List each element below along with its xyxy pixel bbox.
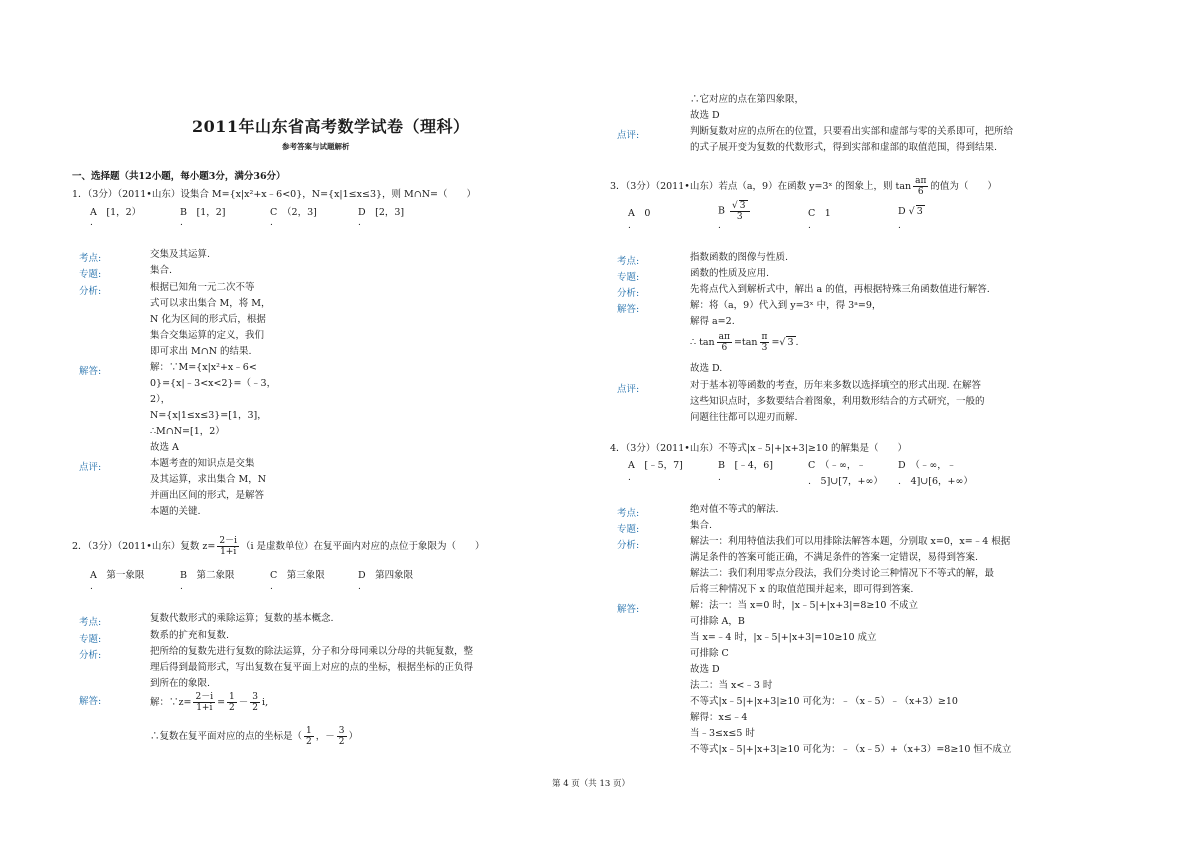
q2-option-dot: . [270,582,273,592]
page-footer: 第 4 页（共 13 页） [552,779,631,789]
q3-option-c: C 1 [808,208,831,219]
q3-jieda-label: 解答: [617,304,640,315]
q3-dianping-label: 点评: [617,384,640,395]
q2-jieda-half-1 [227,692,237,713]
q1-dianping-label: 点评: [79,462,102,473]
q2-dianping-line: 判断复数对应的点所在的位置，只要看出实部和虚部与零的关系即可，把所给 [690,126,1014,137]
q3-jieda-last: 故选 D. [690,363,723,374]
q2-dianping-label: 点评: [617,130,640,141]
q3-kaodian-text: 指数函数的图像与性质. [690,252,789,263]
q4-option-dot: . [628,473,631,483]
q1-jieda-line: 解：∵M={x|x²+x﹣6< [150,362,257,373]
q2-cont-line: 故选 D [690,110,720,121]
q1-jieda-line: 0}={x|﹣3<x<2}=（﹣3， [150,378,277,389]
q1-jieda-line: ∴M∩N=[1，2） [150,426,225,437]
q4-option-c: C （﹣∞，﹣ [808,460,866,471]
q2-stem-fraction [217,536,239,557]
q2-dianping-line: 的式子展开变为复数的代数形式，得到实部和虚部的取值范围，得到结果. [690,142,998,153]
q3-dianping-line: 对于基本初等函数的考查，历年来多数以选择填空的形式出现. 在解答 [690,380,982,391]
q4-jieda-line: 解得：x≤﹣4 [690,712,748,723]
q3-tan-eq: = [771,337,780,348]
q3-option-d-letter: D [898,206,906,217]
q2-jieda-eq: = [217,697,226,708]
q4-fenxi-line: 后将三种情况下 x 的取值范围并起来，即可得到答案. [690,584,914,595]
q3-option-a: A 0 [628,208,651,219]
q1-option-a: A [1，2） [90,207,142,218]
q3-option-dot: . [718,221,721,231]
q4-zhuanti-text: 集合. [690,520,713,531]
sqrt-symbol [732,201,738,211]
q3-option-b-letter: B [718,205,725,217]
q4-kaodian-label: 考点: [617,508,640,519]
q3-tan-frac-2 [760,332,770,353]
q1-dianping-line: 并画出区间的形式，是解答 [150,490,265,501]
q2-line2-frac-2-num: 3 [338,726,345,736]
q2-stem-denominator: 1+i [220,547,237,557]
q1-fenxi-line: N 化为区间的形式后，根据 [150,314,266,325]
q3-dianping-line: 问题往往都可以迎刃而解. [690,412,798,423]
q3-tan-frac-1 [717,332,732,353]
q2-option-a: A 第一象限 [90,570,145,581]
q4-kaodian-text: 绝对值不等式的解法. [690,504,779,515]
q4-jieda-line: 可排除 A，B [690,616,745,627]
q2-line2-sep: ，－ [315,731,335,742]
q4-jieda-line: 解：法一：当 x=0 时，|x﹣5|+|x+3|=8≥10 不成立 [690,600,919,611]
q1-dianping-line: 本题考查的知识点是交集 [150,458,255,469]
q1-zhuanti-label: 专题: [79,269,102,280]
q2-jieda-numerator: 2－i [195,692,214,702]
q3-option-b-denominator: 3 [736,212,743,222]
q3-tan-frac-2-den: 3 [761,343,768,353]
q3-tan-pre: ∴ tan [690,337,715,348]
q4-option-dot: . [718,473,721,483]
q1-fenxi-line: 根据已知角一元二次不等 [150,282,255,293]
q2-jieda-denominator: 1+i [196,703,213,713]
q2-option-b: B 第二象限 [180,570,235,581]
q3-option-dot: . [808,221,811,231]
q2-jieda-i: i, [262,697,269,708]
q2-option-c: C 第三象限 [270,570,325,581]
q4-jieda-line: 故选 D [690,664,720,675]
q3-tan-mid: =tan [733,337,758,348]
q3-option-d [898,205,925,217]
q1-kaodian-label: 考点: [79,253,102,264]
q3-dianping-line: 这些知识点时，多数要结合着图象，利用数形结合的方式研究，一般的 [690,396,985,407]
q3-tan-end: . [795,337,799,348]
q3-jieda-tan-line [690,332,799,353]
q2-stem-post: （i 是虚数单位）在复平面内对应的点位于象限为（ ） [240,541,485,552]
q2-line2-post: ） [348,731,359,742]
q4-jieda-line: 可排除 C [690,648,729,659]
q2-option-d: D 第四象限 [358,570,414,581]
question-3-stem [610,176,997,197]
q2-jieda-line-1 [150,692,268,713]
q1-dianping-line: 及其运算，求出集合 M，N [150,474,267,485]
q3-tan-frac-2-num: π [761,332,768,342]
q3-option-b-radicand: 3 [739,201,746,211]
q2-fenxi-line: 理后得到最简形式，写出复数在复平面上对应的点的坐标，根据坐标的正负得 [150,662,474,673]
q2-line2-frac-2-den: 2 [338,737,345,747]
q3-stem-denominator: 6 [917,187,924,197]
q3-option-d-radicand: 3 [916,206,923,217]
q3-option-dot: . [628,221,631,231]
q2-kaodian-label: 考点: [79,617,102,628]
q2-jieda-half-2 [250,692,260,713]
q2-half-2-den: 2 [252,703,259,713]
q2-kaodian-text: 复数代数形式的乘除运算；复数的基本概念. [150,613,334,624]
q3-zhuanti-label: 专题: [617,272,640,283]
q3-fenxi-label: 分析: [617,288,640,299]
q2-line2-frac-2 [337,726,347,747]
q2-zhuanti-label: 专题: [79,634,102,645]
q4-fenxi-label: 分析: [617,540,640,551]
q1-zhuanti-text: 集合. [150,265,173,276]
q3-fenxi-text: 先将点代入到解析式中，解出 a 的值，再根据特殊三角函数值进行解答. [690,284,990,295]
q4-jieda-line: 法二：当 x<﹣3 时 [690,680,773,691]
q2-cont-line: ∴它对应的点在第四象限， [690,94,805,105]
q1-option-dot: . [270,218,273,228]
q2-jieda-label: 解答: [79,696,102,707]
q3-option-b-numerator [730,200,749,212]
page-title: 2011年山东省高考数学试卷（理科） [192,117,470,136]
q2-half-1-den: 2 [229,703,235,713]
q4-fenxi-line: 解法一：利用特值法我们可以用排除法解答本题，分别取 x=0，x=﹣4 根据 [690,536,1011,547]
q1-kaodian-text: 交集及其运算. [150,249,211,260]
q2-jieda-pre: 解：∵z= [150,697,192,708]
q4-option-c-line2: . 5]∪[7，+∞） [808,476,883,487]
q4-option-d-line2: . 4]∪[6，+∞） [898,476,973,487]
q2-line2-frac-1 [304,726,314,747]
q1-option-b: B [1，2] [180,207,226,218]
q3-kaodian-label: 考点: [617,256,640,267]
q3-stem-pre: 3．（3分）（2011•山东）若点（a，9）在函数 y=3ˣ 的图象上，则 tan [610,181,912,192]
q1-jieda-line: 2）， [150,394,171,405]
section-heading: 一、选择题（共12小题，每小题3分，满分36分） [72,171,286,182]
q2-zhuanti-text: 数系的扩充和复数. [150,630,230,641]
q4-fenxi-line: 满足条件的答案可能正确，不满足条件的答案一定错误，易得到答案. [690,552,979,563]
q1-option-dot: . [180,218,183,228]
q1-fenxi-line: 式可以求出集合 M，将 M， [150,298,271,309]
q2-stem-pre: 2．（3分）（2011•山东）复数 z= [72,541,216,552]
question-2-stem [72,536,485,557]
q2-half-1-num: 1 [229,692,235,702]
q4-option-c-cont: 5]∪[7，+∞） [820,476,883,487]
q4-option-d-cont: 4]∪[6，+∞） [910,476,973,487]
q2-jieda-line-2 [150,726,358,747]
q2-fenxi-label: 分析: [79,650,102,661]
q4-jieda-line: 当﹣3≤x≤5 时 [690,728,755,739]
q3-option-b-fraction [730,200,749,222]
question-4-stem: 4．（3分）（2011•山东）不等式|x﹣5|+|x+3|≥10 的解集是（ ） [610,443,907,454]
q1-option-dot: . [90,218,93,228]
q3-tan-frac-1-den: 6 [721,343,728,353]
q4-zhuanti-label: 专题: [617,524,640,535]
q4-jieda-label: 解答: [617,604,640,615]
question-1-stem: 1．（3分）（2011•山东）设集合 M={x|x²+x﹣6<0}，N={x|1≤x≤3}，则 M∩N=（ ） [72,189,477,200]
q3-tan-frac-1-num: aπ [718,332,730,342]
sqrt-symbol [779,337,785,348]
q1-jieda-label: 解答: [79,366,102,377]
page-subtitle: 参考答案与试题解析 [282,142,350,151]
q3-stem-numerator: aπ [915,176,927,186]
q2-line2-pre: ∴复数在复平面对应的点的坐标是（ [150,731,303,742]
q1-fenxi-line: 即可求出 M∩N 的结果. [150,346,252,357]
q3-option-dot: . [898,221,901,231]
q4-jieda-line: 当 x=﹣4 时，|x﹣5|+|x+3|=10≥10 成立 [690,632,877,643]
q2-option-dot: . [180,582,183,592]
q3-tan-radicand: 3 [787,337,794,348]
q2-line2-frac-1-den: 2 [306,737,312,747]
q2-half-2-num: 3 [252,692,259,702]
q3-jieda-line: 解得 a=2. [690,316,735,327]
q1-option-c: C （2，3] [270,207,317,218]
q4-fenxi-line: 解法二：我们利用零点分段法，我们分类讨论三种情况下不等式的解，最 [690,568,995,579]
q3-stem-post: 的值为（ ） [930,181,997,192]
q4-option-b: B [﹣4，6] [718,460,773,471]
q1-dianping-line: 本题的关键. [150,506,201,517]
q4-jieda-line: 不等式|x﹣5|+|x+3|≥10 可化为：﹣（x﹣5）﹣（x+3）≥10 [690,696,958,707]
q3-zhuanti-text: 函数的性质及应用. [690,268,770,279]
q1-option-dot: . [358,218,361,228]
q2-line2-frac-1-num: 1 [306,726,312,736]
q3-jieda-line: 解：将（a，9）代入到 y=3ˣ 中，得 3ᵃ=9， [690,300,882,311]
q2-jieda-minus: － [238,697,249,708]
q2-option-dot: . [358,582,361,592]
sqrt-symbol [909,206,915,217]
q4-option-a: A [﹣5，7] [628,460,683,471]
q2-fenxi-line: 到所在的象限. [150,678,211,689]
q1-jieda-line: N={x|1≤x≤3}=[1，3]， [150,410,267,421]
q3-option-b [718,200,752,222]
q1-fenxi-label: 分析: [79,286,102,297]
q4-option-d: D （﹣∞，﹣ [898,460,957,471]
q2-fenxi-line: 把所给的复数先进行复数的除法运算，分子和分母同乘以分母的共轭复数，整 [150,646,474,657]
q2-stem-numerator: 2－i [219,536,237,546]
q1-option-d: D [2，3] [358,207,405,218]
q3-stem-fraction [913,176,928,197]
q2-option-dot: . [90,582,93,592]
q2-jieda-fraction [193,692,215,713]
q1-fenxi-line: 集合交集运算的定义，我们 [150,330,265,341]
q1-jieda-line: 故选 A [150,442,179,453]
q4-jieda-line: 不等式|x﹣5|+|x+3|≥10 可化为：﹣（x﹣5）+（x+3）=8≥10 恒不成立 [690,744,1012,755]
